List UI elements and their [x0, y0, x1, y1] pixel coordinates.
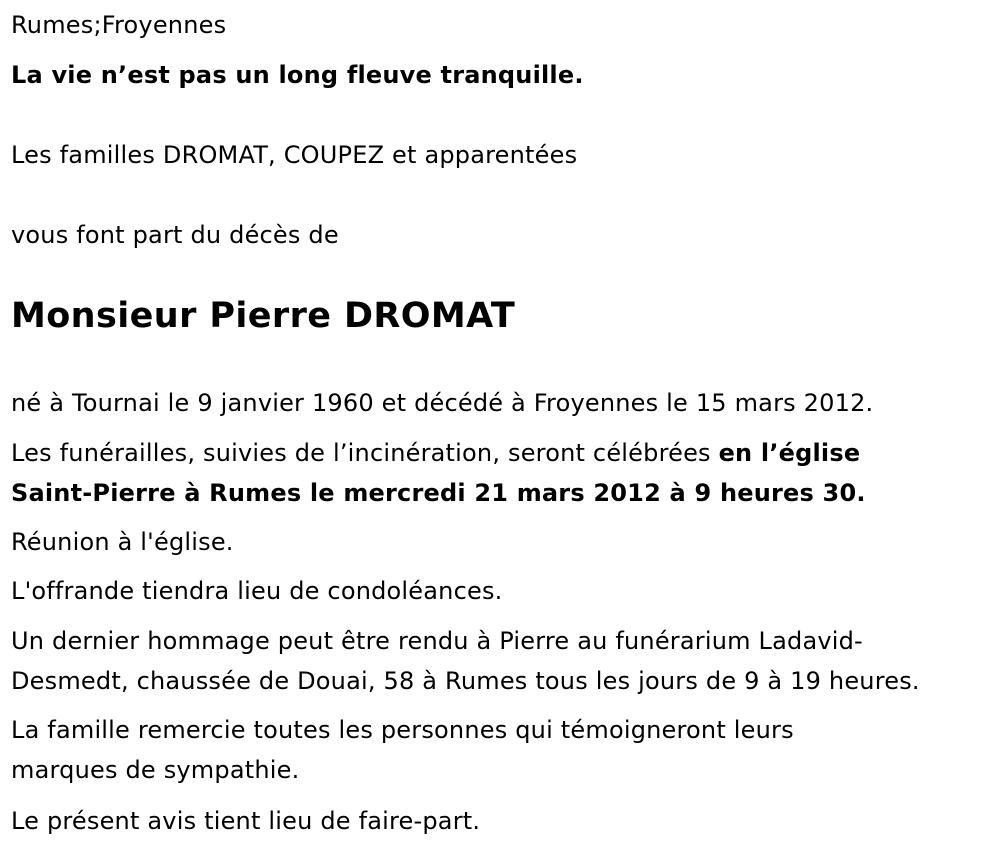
tagline: La vie n’est pas un long fleuve tranquille.: [11, 61, 584, 89]
funeral-location-start: en l’église: [718, 439, 861, 467]
tribute-line-2: Desmedt, chaussée de Douai, 58 à Rumes tous les jours de 9 à 19 heures.: [11, 667, 920, 695]
offering-line: L'offrande tiendra lieu de condoléances.: [11, 577, 503, 605]
deceased-name: Monsieur Pierre DROMAT: [11, 296, 516, 336]
closing-line: Le présent avis tient lieu de faire-part.: [11, 807, 481, 835]
families-line: Les familles DROMAT, COUPEZ et apparentées: [11, 141, 578, 169]
funeral-line-2: Saint-Pierre à Rumes le mercredi 21 mars 2012 à 9 heures 30.: [11, 479, 866, 507]
announcement-line: vous font part du décès de: [11, 221, 339, 249]
tribute-line-1: Un dernier hommage peut être rendu à Pierre au funérarium Ladavid-: [11, 627, 863, 655]
thanks-line-2: marques de sympathie.: [11, 756, 300, 784]
thanks-line-1: La famille remercie toutes les personnes qui témoigneront leurs: [11, 716, 794, 744]
header-places: Rumes;Froyennes: [11, 11, 227, 39]
funeral-line-1: [11, 433, 860, 473]
birth-death-line: né à Tournai le 9 janvier 1960 et décédé à Froyennes le 15 mars 2012.: [11, 389, 874, 417]
meeting-line: Réunion à l'église.: [11, 528, 234, 556]
funeral-text: Les funérailles, suivies de l’incinération, seront célébrées: [11, 439, 719, 467]
